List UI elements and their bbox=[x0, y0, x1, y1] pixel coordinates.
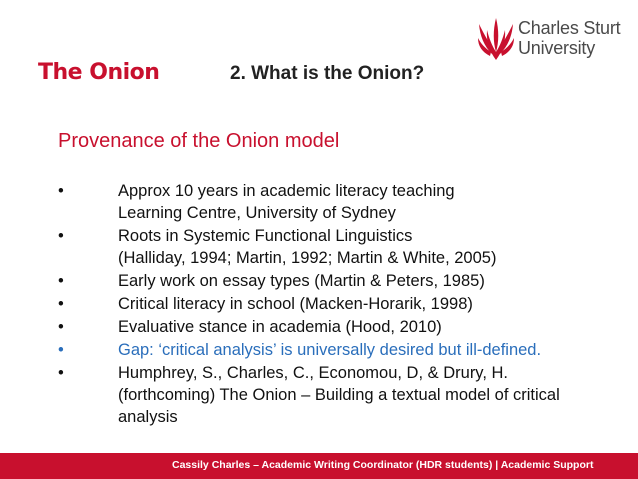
bullet-item bbox=[58, 270, 618, 292]
bullet-marker: • bbox=[58, 295, 64, 313]
bullet-line: (forthcoming) The Onion – Building a textual model of critical bbox=[118, 386, 560, 404]
bullet-marker: • bbox=[58, 341, 64, 359]
bullet-line: Learning Centre, University of Sydney bbox=[118, 204, 396, 222]
bullet-line: (Halliday, 1994; Martin, 1992; Martin & White, 2005) bbox=[118, 249, 497, 267]
bullet-line: Gap: ‘critical analysis’ is universally desired but ill-defined. bbox=[118, 341, 542, 359]
bullet-marker: • bbox=[58, 318, 64, 336]
bullet-line: Roots in Systemic Functional Linguistics bbox=[118, 227, 413, 245]
bullet-list bbox=[58, 180, 618, 429]
footer-bar bbox=[0, 453, 638, 479]
brand-title: The Onion bbox=[38, 60, 160, 85]
bullet-marker: • bbox=[58, 272, 64, 290]
bullet-marker: • bbox=[58, 182, 64, 200]
bullet-line: Humphrey, S., Charles, C., Economou, D, & Drury, H. bbox=[118, 364, 509, 382]
bullet-item bbox=[58, 316, 618, 338]
bullet-item bbox=[58, 339, 618, 361]
university-logo bbox=[478, 16, 628, 66]
logo-line-1: Charles Sturt bbox=[518, 18, 621, 38]
footer-text: Cassily Charles – Academic Writing Coordinator (HDR students) | Academic Support bbox=[172, 459, 594, 471]
bullet-line: analysis bbox=[118, 408, 178, 426]
bullet-marker: • bbox=[58, 227, 64, 245]
bullet-item bbox=[58, 225, 618, 269]
bullet-line: Critical literacy in school (Macken-Horarik, 1998) bbox=[118, 295, 473, 313]
bullet-line: Early work on essay types (Martin & Peters, 1985) bbox=[118, 272, 485, 290]
waratah-flower-icon bbox=[478, 16, 514, 60]
bullet-item bbox=[58, 293, 618, 315]
bullet-line: Evaluative stance in academia (Hood, 2010) bbox=[118, 318, 442, 336]
section-subheading: Provenance of the Onion model bbox=[58, 130, 340, 152]
bullet-marker: • bbox=[58, 364, 64, 382]
slide-heading: 2. What is the Onion? bbox=[230, 63, 425, 84]
bullet-item bbox=[58, 362, 618, 428]
logo-line-2: University bbox=[518, 38, 596, 58]
bullet-line: Approx 10 years in academic literacy teaching bbox=[118, 182, 455, 200]
bullet-item bbox=[58, 180, 618, 224]
logo-wordmark bbox=[518, 18, 620, 58]
